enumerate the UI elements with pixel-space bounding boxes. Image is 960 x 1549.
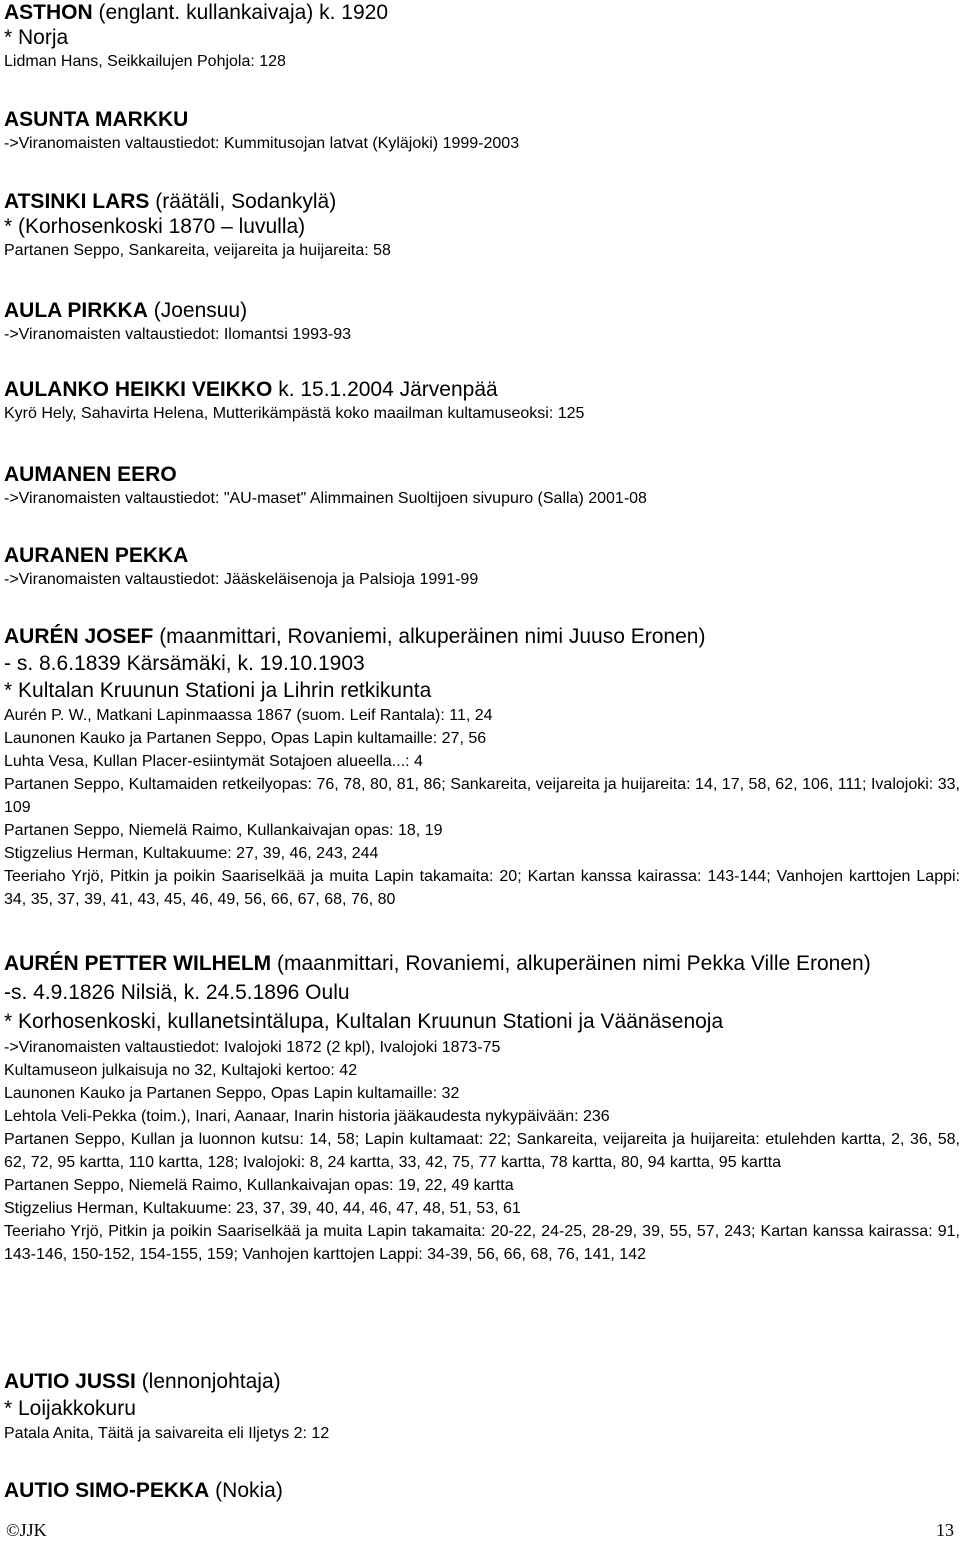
entry-detail-line: - s. 8.6.1839 Kärsämäki, k. 19.10.1903 — [4, 652, 365, 675]
entry-heading — [4, 462, 960, 487]
reference-line: Partanen Seppo, Kultamaiden retkeilyopas: 76, 78, 80, 81, 86; Sankareita, veijareita ja huijareita: 14, 17, 58, 62, 106, 111; Ivalojoki: 33, 109 — [4, 776, 960, 816]
entry-aula-pirkka — [4, 298, 960, 346]
entry-asthon — [4, 0, 960, 73]
entry-name: ASUNTA MARKKU — [4, 108, 189, 131]
entry-autio-simo-pekka — [4, 1477, 960, 1504]
reference-line: Partanen Seppo, Kullan ja luonnon kutsu: 14, 58; Lapin kultamaat: 22; Sankareita, veijareita ja huijareita: etulehden kartta, 2, 36, 58, 62, 72, 95 kartta, 110 kartta, 128; Ivalojoki: 8, 24 kartta, 33, 42, 75, 77 kartta, 78 kartta, 80, 94 kartta, 95 kartta — [4, 1131, 960, 1171]
entry-asunta-markku — [4, 107, 960, 155]
entry-name: AULA PIRKKA — [4, 299, 148, 322]
entry-description: k. 15.1.2004 Järvenpää — [272, 378, 498, 401]
reference-line: Lehtola Veli-Pekka (toim.), Inari, Aanaar, Inarin historia jääkaudesta nykypäivään: 236 — [4, 1108, 610, 1125]
entry-name: ASTHON — [4, 1, 93, 24]
entry-heading — [4, 1477, 960, 1504]
reference-line: Luhta Vesa, Kullan Placer-esiintymät Sotajoen alueella...: 4 — [4, 753, 423, 770]
entry-name: AUMANEN EERO — [4, 463, 177, 486]
entry-autio-jussi — [4, 1368, 960, 1445]
entry-name: AUTIO JUSSI — [4, 1370, 136, 1393]
entry-name: AURÉN PETTER WILHELM — [4, 952, 272, 975]
entry-aulanko-heikki-veikko — [4, 377, 960, 425]
reference-line: ->Viranomaisten valtaustiedot: Ilomantsi 1993-93 — [4, 326, 352, 343]
reference-line: ->Viranomaisten valtaustiedot: Kummitusojan latvat (Kyläjoki) 1999-2003 — [4, 135, 520, 152]
reference-line: Stigzelius Herman, Kultakuume: 27, 39, 46, 243, 244 — [4, 845, 379, 862]
entry-heading — [4, 107, 960, 132]
entry-heading — [4, 377, 960, 402]
page-number: 13 — [936, 1520, 954, 1540]
reference-line: Stigzelius Herman, Kultakuume: 23, 37, 39, 40, 44, 46, 47, 48, 51, 53, 61 — [4, 1200, 521, 1217]
entry-detail-line: * Norja — [4, 26, 69, 49]
entry-name: ATSINKI LARS — [4, 190, 150, 213]
entry-heading — [4, 1368, 960, 1395]
entry-name: AURÉN JOSEF — [4, 625, 154, 648]
entry-description: (Nokia) — [209, 1479, 283, 1502]
entry-auren-josef — [4, 623, 960, 911]
reference-line: Launonen Kauko ja Partanen Seppo, Opas Lapin kultamaille: 32 — [4, 1085, 460, 1102]
entry-name: AURANEN PEKKA — [4, 544, 189, 567]
entry-heading — [4, 0, 960, 25]
entry-auranen-pekka — [4, 543, 960, 591]
entry-description: (lennonjohtaja) — [135, 1370, 281, 1393]
entry-description: (englant. kullankaivaja) k. 1920 — [92, 1, 389, 24]
reference-line: Teeriaho Yrjö, Pitkin ja poikin Saariselkää ja muita Lapin takamaita: 20; Kartan kanssa kairassa: 143-144; Vanhojen karttojen Lappi: 34, 35, 37, 39, 41, 43, 45, 46, 49, 56, 66, 67, 68, 76, 80 — [4, 868, 960, 908]
entry-detail-line: * (Korhosenkoski 1870 – luvulla) — [4, 215, 306, 238]
reference-line: Aurén P. W., Matkani Lapinmaassa 1867 (suom. Leif Rantala): 11, 24 — [4, 707, 493, 724]
entry-detail-line: -s. 4.9.1826 Nilsiä, k. 24.5.1896 Oulu — [4, 981, 350, 1004]
entry-name: AUTIO SIMO-PEKKA — [4, 1479, 210, 1502]
entry-detail-line: * Kultalan Kruunun Stationi ja Lihrin retkikunta — [4, 679, 432, 702]
entry-heading — [4, 949, 960, 978]
entry-detail-line: * Korhosenkoski, kullanetsintälupa, Kultalan Kruunun Stationi ja Väänäsenoja — [4, 1010, 724, 1033]
entry-name: AULANKO HEIKKI VEIKKO — [4, 378, 273, 401]
entry-heading — [4, 623, 960, 650]
reference-line: Patala Anita, Täitä ja saivareita eli Iljetys 2: 12 — [4, 1425, 330, 1442]
reference-line: Teeriaho Yrjö, Pitkin ja poikin Saariselkää ja muita Lapin takamaita: 20-22, 24-25, 28-29, 39, 55, 57, 243; Kartan kanssa kairassa: 91, 143-146, 150-152, 154-155, 159; Vanhojen karttojen Lappi: 34-39, 56, 66, 68, 76, 141, 142 — [4, 1223, 960, 1263]
entry-description: (räätäli, Sodankylä) — [149, 190, 337, 213]
reference-line: Partanen Seppo, Niemelä Raimo, Kullankaivajan opas: 19, 22, 49 kartta — [4, 1177, 514, 1194]
entry-description: (maanmittari, Rovaniemi, alkuperäinen nimi Juuso Eronen) — [153, 625, 706, 648]
entry-description: (maanmittari, Rovaniemi, alkuperäinen nimi Pekka Ville Eronen) — [271, 952, 871, 975]
entry-heading — [4, 189, 960, 214]
reference-line: Partanen Seppo, Niemelä Raimo, Kullankaivajan opas: 18, 19 — [4, 822, 443, 839]
reference-line: ->Viranomaisten valtaustiedot: Ivalojoki 1872 (2 kpl), Ivalojoki 1873-75 — [4, 1039, 501, 1056]
entry-auren-petter-wilhelm — [4, 949, 960, 1266]
entry-heading — [4, 543, 960, 568]
reference-line: Kyrö Hely, Sahavirta Helena, Mutterikämpästä koko maailman kultamuseoksi: 125 — [4, 405, 585, 422]
reference-line: Partanen Seppo, Sankareita, veijareita ja huijareita: 58 — [4, 242, 391, 259]
footer-copyright: ©JJK — [6, 1520, 47, 1540]
reference-line: Kultamuseon julkaisuja no 32, Kultajoki kertoo: 42 — [4, 1062, 358, 1079]
reference-line: Lidman Hans, Seikkailujen Pohjola: 128 — [4, 53, 286, 70]
entry-heading — [4, 298, 960, 323]
entry-aumanen-eero — [4, 462, 960, 510]
reference-line: ->Viranomaisten valtaustiedot: "AU-maset" Alimmainen Suoltijoen sivupuro (Salla) 2001-08 — [4, 490, 647, 507]
reference-line: ->Viranomaisten valtaustiedot: Jääskeläisenoja ja Palsioja 1991-99 — [4, 571, 479, 588]
entry-detail-line: * Loijakkokuru — [4, 1397, 136, 1420]
entry-description: (Joensuu) — [147, 299, 248, 322]
reference-line: Launonen Kauko ja Partanen Seppo, Opas Lapin kultamaille: 27, 56 — [4, 730, 487, 747]
page-footer — [6, 1520, 954, 1540]
entry-atsinki-lars — [4, 189, 960, 262]
